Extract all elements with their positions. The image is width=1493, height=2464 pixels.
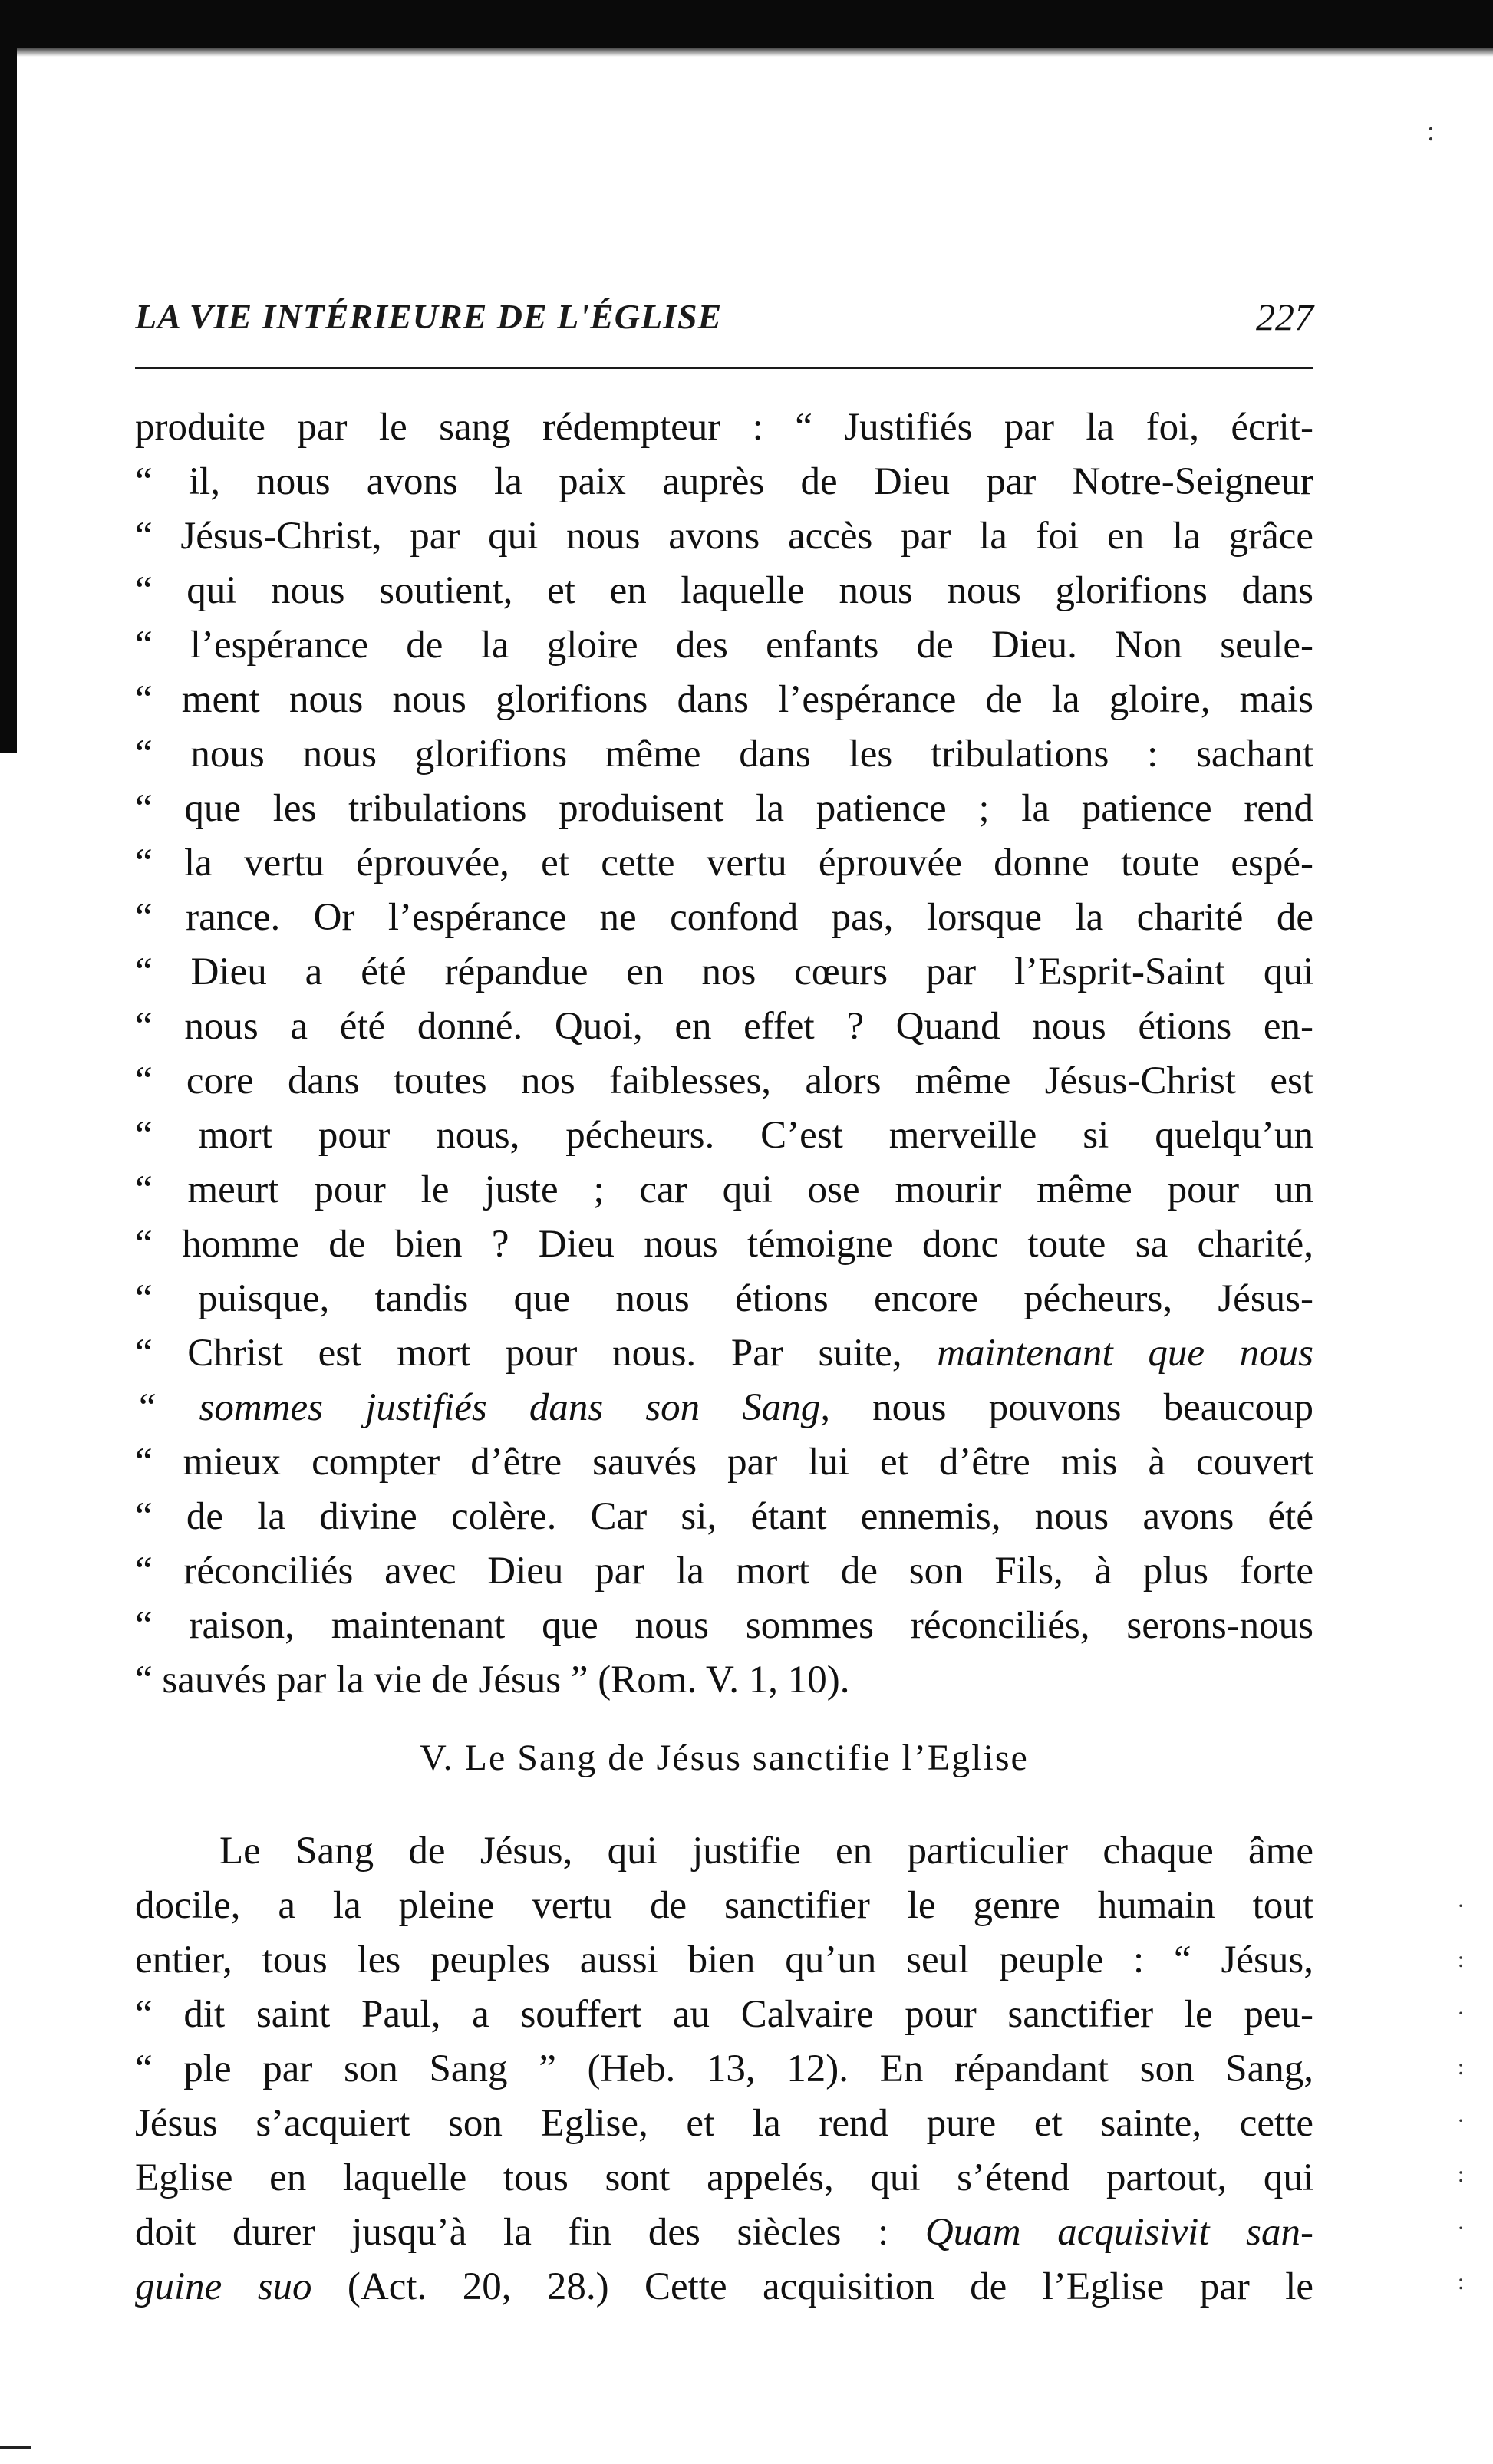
italic-text-run: guine suo <box>135 2265 312 2308</box>
text-line: “ que les tribulations produisent la patience ; la patience rend <box>135 787 1313 830</box>
scan-border-shadow <box>17 48 1493 57</box>
text-line: “ mort pour nous, pécheurs. C’est merveille si quelqu’un <box>135 1114 1313 1157</box>
text-line: “ il, nous avons la paix auprès de Dieu par Notre-Seigneur <box>135 460 1313 503</box>
page-number: 227 <box>1256 295 1313 338</box>
text-run: nous pouvons beaucoup <box>830 1386 1313 1429</box>
text-line: “ puisque, tandis que nous étions encore pécheurs, Jésus- <box>135 1277 1313 1320</box>
text-line: “ meurt pour le juste ; car qui ose mourir même pour un <box>135 1168 1313 1211</box>
text-line: “ la vertu éprouvée, et cette vertu éprouvée donne toute espé- <box>135 842 1313 884</box>
text-line: “ Jésus-Christ, par qui nous avons accès par la foi en la grâce <box>135 515 1313 558</box>
text-line: Eglise en laquelle tous sont appelés, qui s’étend partout, qui <box>135 2156 1313 2199</box>
text-line: “ réconciliés avec Dieu par la mort de son Fils, à plus forte <box>135 1550 1313 1593</box>
header-rule <box>135 367 1313 369</box>
text-line: Jésus s’acquiert son Eglise, et la rend pure et sainte, cette <box>135 2102 1313 2145</box>
text-run: “ Christ est mort pour nous. Par suite, <box>135 1332 938 1375</box>
text-line: produite par le sang rédempteur : “ Justifiés par la foi, écrit- <box>135 406 1313 449</box>
running-title: LA VIE INTÉRIEURE DE L'ÉGLISE <box>135 297 723 336</box>
text-line <box>135 2205 1313 2260</box>
page-body <box>135 400 1313 2314</box>
text-line: “ dit saint Paul, a souffert au Calvaire pour sanctifier le peu- <box>135 1993 1313 2036</box>
text-line: “ mieux compter d’être sauvés par lui et d’être mis à couvert <box>135 1441 1313 1484</box>
italic-text-run: “ sommes justifiés dans son Sang, <box>135 1386 831 1429</box>
text-line: “ homme de bien ? Dieu nous témoigne donc toute sa charité, <box>135 1223 1313 1266</box>
scan-bottom-mark <box>0 2446 31 2449</box>
text-line: “ nous a été donné. Quoi, en effet ? Quand nous étions en- <box>135 1005 1313 1048</box>
text-line: “ l’espérance de la gloire des enfants de Dieu. Non seule- <box>135 624 1313 667</box>
text-line: “ Dieu a été répandue en nos cœurs par l’Esprit-Saint qui <box>135 950 1313 993</box>
text-line: entier, tous les peuples aussi bien qu’un seul peuple : “ Jésus, <box>135 1939 1313 1981</box>
text-run: (Act. 20, 28.) Cette acquisition de l’Eglise par le <box>311 2265 1314 2308</box>
text-line: “ qui nous soutient, et en laquelle nous nous glorifions dans <box>135 569 1313 612</box>
margin-mark: : <box>1426 116 1435 147</box>
text-line: “ ple par son Sang ” (Heb. 13, 12). En répandant son Sang, <box>135 2047 1313 2090</box>
italic-text-run: maintenant que nous <box>937 1332 1313 1375</box>
scan-border-top <box>0 0 1493 48</box>
italic-text-run: Quam acquisivit san- <box>924 2211 1313 2254</box>
margin-specks: · : · : · : · : <box>1457 1893 1465 2294</box>
section-heading: V. Le Sang de Jésus sanctifie l’Eglise <box>420 1738 1029 1778</box>
text-line: Le Sang de Jésus, qui justifie en particulier chaque âme <box>219 1830 1313 1873</box>
text-line: “ sauvés par la vie de Jésus ” (Rom. V. 1, 10). <box>135 1659 850 1701</box>
text-line: “ de la divine colère. Car si, étant ennemis, nous avons été <box>135 1495 1313 1538</box>
text-run: doit durer jusqu’à la fin des siècles : <box>135 2211 925 2254</box>
text-line <box>135 2260 1313 2314</box>
text-line: “ core dans toutes nos faiblesses, alors même Jésus-Christ est <box>135 1059 1313 1102</box>
text-line: “ nous nous glorifions même dans les tribulations : sachant <box>135 733 1313 776</box>
scan-border-left <box>0 48 17 753</box>
text-line: docile, a la pleine vertu de sanctifier le genre humain tout <box>135 1884 1313 1927</box>
text-line: “ ment nous nous glorifions dans l’espérance de la gloire, mais <box>135 678 1313 721</box>
text-line: “ rance. Or l’espérance ne confond pas, lorsque la charité de <box>135 896 1313 939</box>
text-line: “ raison, maintenant que nous sommes réconciliés, serons-nous <box>135 1604 1313 1647</box>
text-line <box>135 1381 1313 1435</box>
running-head <box>135 290 1313 351</box>
text-line <box>135 1326 1313 1381</box>
